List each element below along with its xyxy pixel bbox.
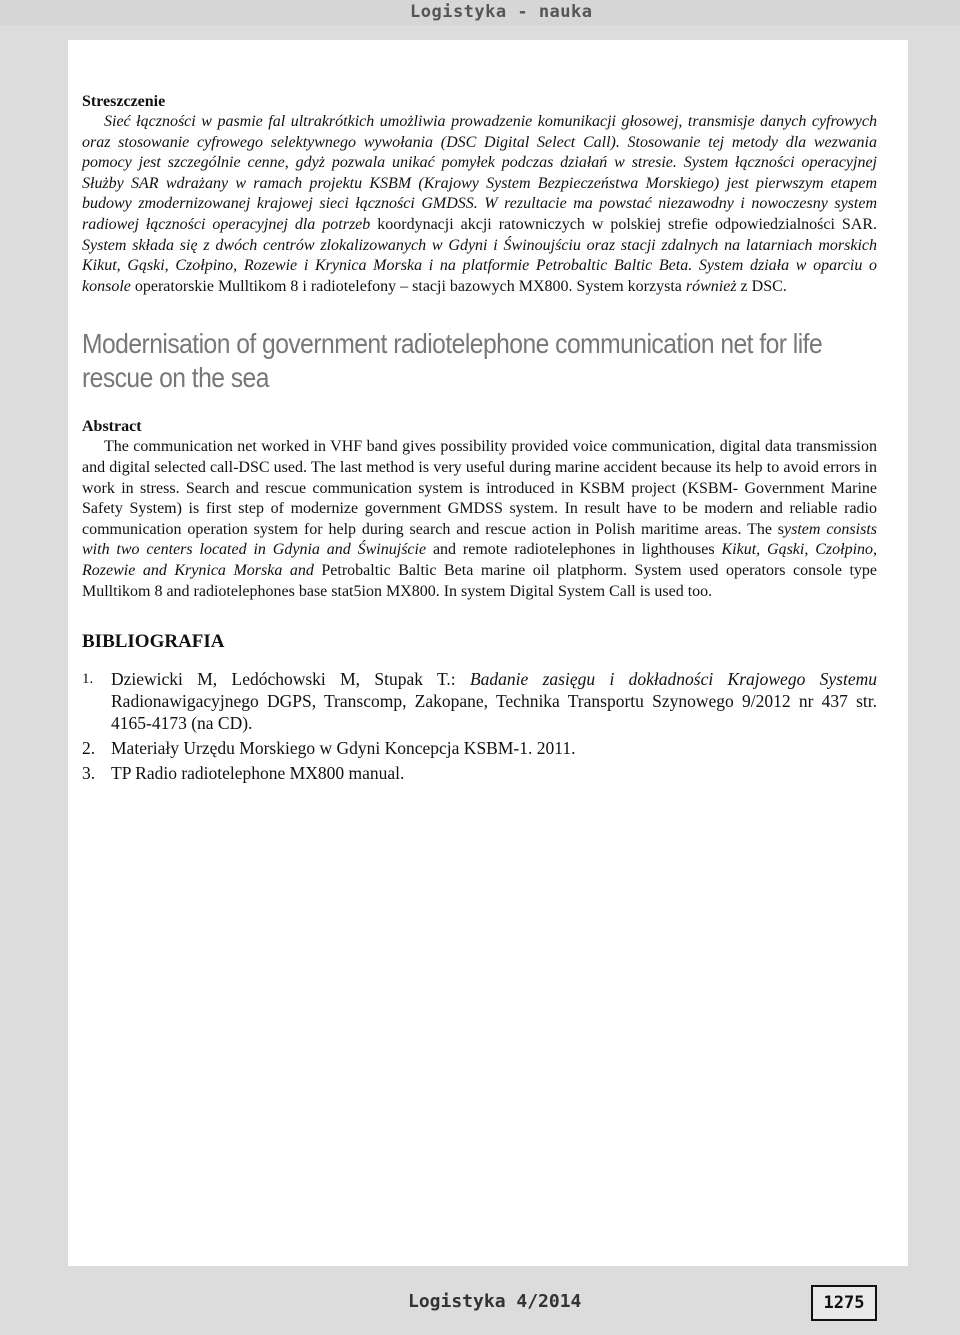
streszczenie-text-5: również <box>685 277 737 295</box>
bibliography-item-number: 1. <box>82 671 94 688</box>
abstract-paragraph <box>82 437 877 602</box>
streszczenie-text-1: Sieć łączności w pasmie fal ultrakrótkich umożliwia prowadzenie komunikacji głosowej, transmisje danych cyfrowych oraz stosowanie cyfrowego selektywnego wywołania (DSC Digital Select Call). Stosowanie tej metody dla wezwania pomocy jest szczególnie cenne, gdyż pozwala unikać pomyłek podczas działań w stresie. System łączności operacyjnej Służby SAR wdrażany w ramach projektu KSBM (Krajowy System Bezpieczeństwa Morskiego) jest pierwszym etapem budowy zmodernizowanej krajowej sieci łączności GMDSS. W rezultacie ma powstać niezawodny i nowoczesny system radiowej łączności operacyjnej dla potrzeb <box>82 113 877 233</box>
section-title: Logistyka - nauka <box>410 2 593 22</box>
bibliography-item <box>82 737 877 759</box>
bibliography-text: TP Radio radiotelephone MX800 manual. <box>111 763 405 784</box>
abstract-text-5: Petrobaltic Baltic Beta marine oil platphorm. System used operators console type Mulltikom 8 and radiotelephones base stat5ion MX800. In system Digital System Call is used too. <box>82 561 878 600</box>
bibliography-details: Radionawigacyjnego DGPS, Transcomp, Zakopane, Technika Transportu Szynowego 9/2012 nr 437 str. 4165-4173 (na CD). <box>111 691 877 734</box>
abstract-text-1: The communication net worked in VHF band gives possibility provided voice communication, digital data transmission and digital selected call-DSC used. The last method is very useful during marine accident because its help to avoid errors in work in stress. Search and rescue communication system is introduced in KSBM project (KSBM- Government Marine Safety System) is first step of modernize government GMDSS system. In result have to be modern and reliable radio communication operation system for help during search and rescue action in Polish maritime areas. The s <box>82 438 877 538</box>
bibliography-item <box>82 762 877 784</box>
streszczenie-text-3: System składa się z dwóch centrów zlokalizowanych w Gdyni i Świnoujściu oraz stacji zdalnych na latarniach morskich Kikut, Gąski, Czołpino, Rozewie i Krynica Morska i na platformie Petrobaltic Baltic Beta. System działa w oparciu o konsole <box>82 236 877 295</box>
bibliography-item-number: 2. <box>82 738 96 759</box>
streszczenie-text-2: koordynacji akcji ratowniczych w polskiej strefie odpowiedzialności SAR. <box>377 215 878 233</box>
header-bar <box>0 0 960 25</box>
abstract-text-3: and remote radiotelephones in lighthouses <box>432 541 715 559</box>
streszczenie-paragraph <box>82 112 877 297</box>
streszczenie-text-4: operatorskie Mulltikom 8 i radiotelefony – stacji bazowych MX800. System korzysta <box>134 277 682 295</box>
abstract-text-2: ystem consists with two centers located in Gdynia and Świnujście <box>82 520 877 559</box>
page <box>68 40 908 1266</box>
streszczenie-heading: Streszczenie <box>82 93 166 110</box>
abstract-text-4: Kikut, Gąski, Czołpino, Rozewie and Krynica Morska and <box>82 541 878 579</box>
bibliography-authors: Dziewicki M, Ledóchowski M, Stupak T.: <box>111 669 470 690</box>
bibliography-title: Badanie zasięgu i dokładności Krajowego Systemu <box>469 669 877 690</box>
bibliography-list <box>82 668 877 784</box>
english-title: Modernisation of government radiotelephone communication net for life rescue on the sea <box>82 328 823 394</box>
bibliography-text: Materiały Urzędu Morskiego w Gdyni Koncepcja KSBM-1. 2011. <box>111 738 576 759</box>
bibliography-item <box>82 668 877 734</box>
abstract-heading: Abstract <box>82 418 142 436</box>
footer-journal-issue: Logistyka 4/2014 <box>408 1291 582 1312</box>
page-number: 1275 <box>811 1285 877 1321</box>
bibliography-item-number: 3. <box>82 763 96 784</box>
article-content <box>82 92 877 787</box>
bibliography-heading: BIBLIOGRAFIA <box>82 631 225 653</box>
streszczenie-text-6: z DSC. <box>740 277 787 295</box>
